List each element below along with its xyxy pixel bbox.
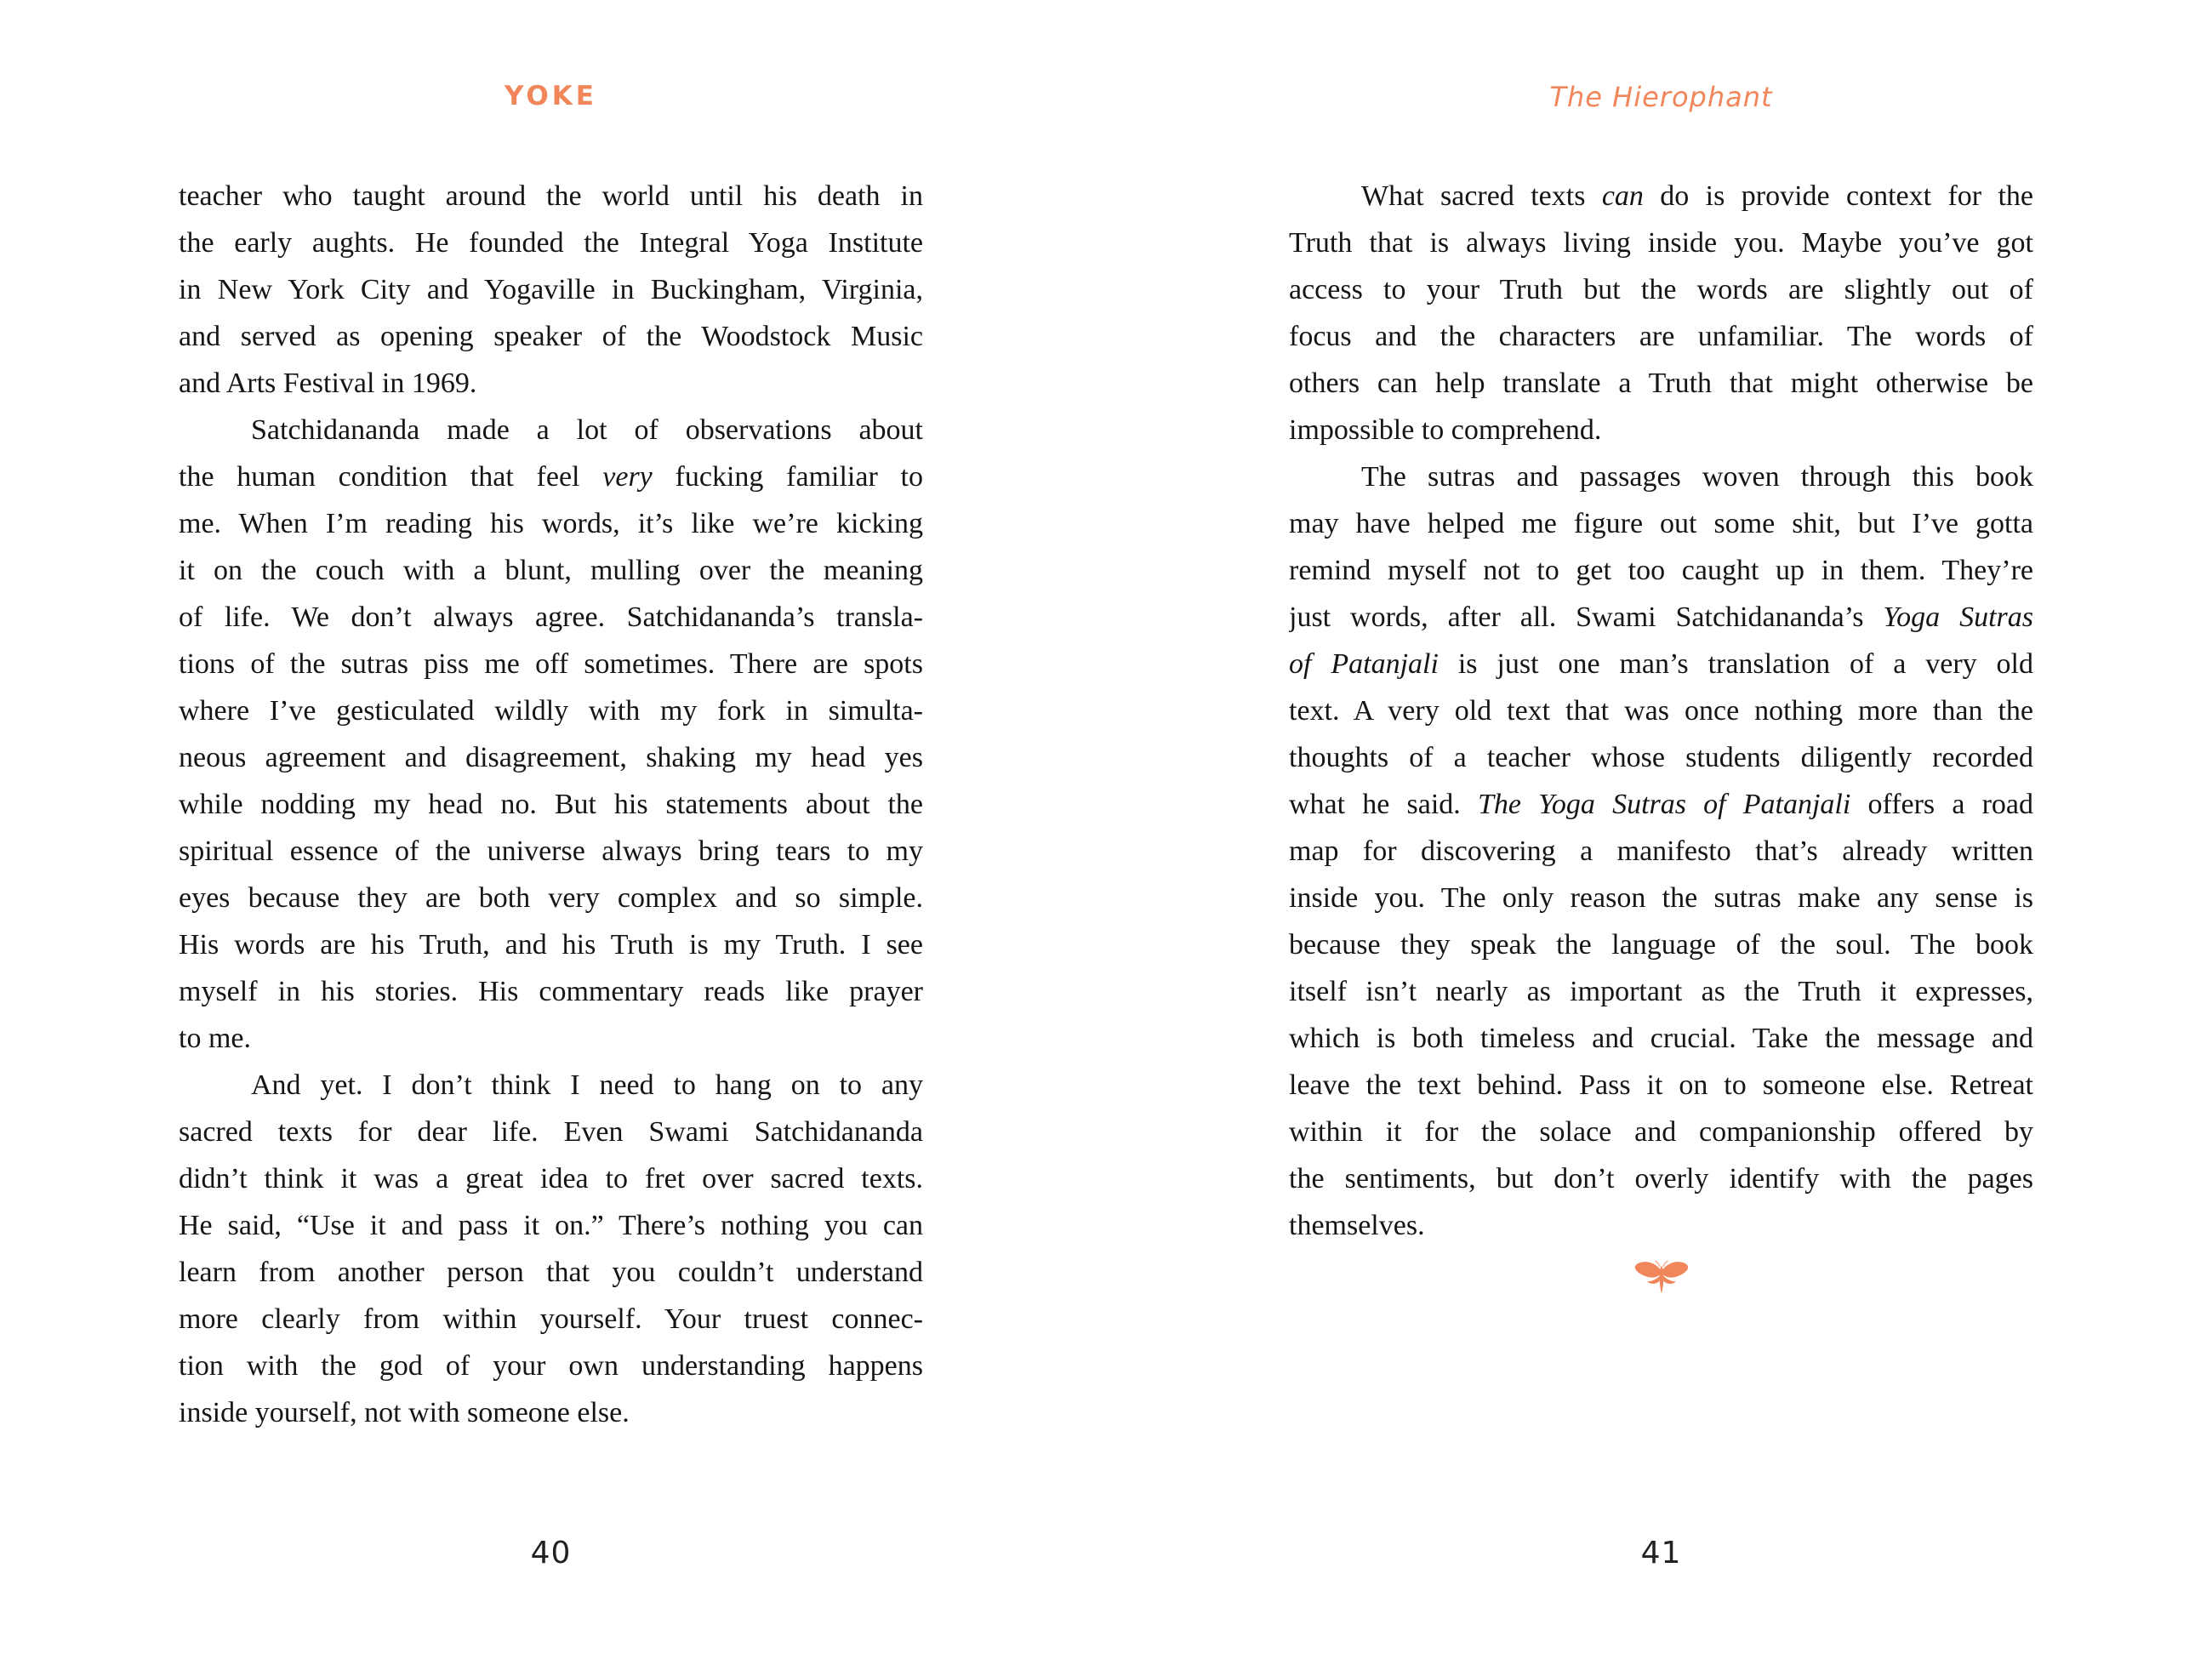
text: offers a road [1850,789,2033,820]
body-line [179,781,923,828]
text: map for discovering a manifesto that’s already written [1289,835,2033,867]
text: which is both timeless and crucial. Take the message and [1289,1023,2033,1054]
text: others can help translate a Truth that might otherwise be [1289,368,2033,399]
text: fucking familiar to [652,461,923,493]
text: spiritual essence of the universe always bring tears to my [179,835,923,867]
paragraph [179,1062,923,1436]
body-line [179,453,923,500]
text: and served as opening speaker of the Woodstock Music [179,321,923,352]
body-line [179,1249,923,1296]
body-line [1289,1015,2033,1062]
text: eyes because they are both very complex and so simple. [179,882,923,914]
paragraph [1289,453,2033,1249]
paragraph [1289,173,2033,453]
body-line [1289,407,2033,453]
text: neous agreement and disagreement, shaking my head yes [179,742,923,773]
text: inside you. The only reason the sutras make any sense is [1289,882,2033,914]
body-line [179,921,923,968]
text: may have helped me figure out some shit, but I’ve gotta [1289,508,2033,539]
text: He said, “Use it and pass it on.” There’s nothing you can [179,1210,923,1241]
body-line [1289,734,2033,781]
body-line [179,1109,923,1155]
body-line [1289,828,2033,875]
text: and Arts Festival in 1969. [179,368,477,399]
text: where I’ve gesticulated wildly with my fork in simulta- [179,695,923,727]
text: Satchidananda made a lot of observations about [251,414,923,446]
text: And yet. I don’t think I need to hang on to any [251,1069,923,1101]
text: What sacred texts [1361,180,1602,212]
body-line [1289,547,2033,594]
body-line [179,500,923,547]
text: leave the text behind. Pass it on to someone else. Retreat [1289,1069,2033,1101]
text: within it for the solace and companionship offered by [1289,1116,2033,1148]
text: just words, after all. Swami Satchidananda’s [1289,601,1884,633]
text: remind myself not to get too caught up in them. They’re [1289,555,2033,586]
text: because they speak the language of the soul. The book [1289,929,2033,961]
text: myself in his stories. His commentary reads like prayer [179,976,923,1007]
body-line [1289,453,2033,500]
text: impossible to comprehend. [1289,414,1602,446]
text: itself isn’t nearly as important as the Truth it expresses, [1289,976,2033,1007]
text: His words are his Truth, and his Truth is my Truth. I see [179,929,923,961]
body-line [179,313,923,360]
body-line [1289,500,2033,547]
italic-text: of Patanjali [1289,648,1439,680]
body-line [1289,1202,2033,1249]
text: teacher who taught around the world until his death in [179,180,923,212]
body-line [1289,266,2033,313]
running-head-chapter-title: The Hierophant [1549,81,1773,113]
italic-text: very [602,461,653,493]
body-line [179,594,923,641]
body-line [1289,360,2033,407]
body-line [1289,1062,2033,1109]
body-line [179,1202,923,1249]
page-number: 40 [530,1536,572,1571]
text: is just one man’s translation of a very old [1438,648,2033,680]
text: learn from another person that you couldn’t understand [179,1257,923,1288]
body-line [1289,1109,2033,1155]
body-line [179,1389,923,1436]
body-line [179,875,923,921]
right-page [1289,0,2033,1659]
text: didn’t think it was a great idea to fret over sacred texts. [179,1163,923,1194]
body-line [1289,219,2033,266]
body-line [179,687,923,734]
text: tions of the sutras piss me off sometimes. There are spots [179,648,923,680]
body-line [1289,968,2033,1015]
text: themselves. [1289,1210,1425,1241]
text: what he said. [1289,789,1478,820]
body-line [1289,173,2033,219]
body-line [179,641,923,687]
section-break-ornament [1289,1259,2033,1301]
text: the early aughts. He founded the Integral Yoga Institute [179,227,923,259]
text: access to your Truth but the words are slightly out of [1289,274,2033,305]
body-line [179,734,923,781]
body-line [179,828,923,875]
body-line [1289,921,2033,968]
text: text. A very old text that was once nothing more than the [1289,695,2033,727]
page-body [179,173,923,1436]
text: thoughts of a teacher whose students diligently recorded [1289,742,2033,773]
italic-text: Yoga Sutras [1883,601,2033,633]
body-line [1289,594,2033,641]
text: Truth that is always living inside you. Maybe you’ve got [1289,227,2033,259]
body-line [1289,687,2033,734]
body-line [179,968,923,1015]
text: of life. We don’t always agree. Satchidananda’s transla- [179,601,923,633]
italic-text: The Yoga Sutras of Patanjali [1477,789,1851,820]
body-line [1289,781,2033,828]
running-head-book-title: YOKE [505,81,597,111]
text: sacred texts for dear life. Even Swami Satchidananda [179,1116,923,1148]
text: do is provide context for the [1643,180,2033,212]
body-line [179,547,923,594]
body-line [179,219,923,266]
moth-icon [1633,1259,1690,1297]
left-page [179,0,923,1659]
text: in New York City and Yogaville in Buckingham, Virginia, [179,274,923,305]
body-line [179,360,923,407]
italic-text: can [1601,180,1644,212]
text: the sentiments, but don’t overly identify with the pages [1289,1163,2033,1194]
body-line [1289,641,2033,687]
text: more clearly from within yourself. Your truest connec- [179,1303,923,1335]
text: it on the couch with a blunt, mulling over the meaning [179,555,923,586]
page-number: 41 [1640,1536,1682,1571]
body-line [1289,1155,2033,1202]
body-line [179,1062,923,1109]
text: while nodding my head no. But his statements about the [179,789,923,820]
body-line [179,1155,923,1202]
text: The sutras and passages woven through this book [1361,461,2033,493]
body-line [179,173,923,219]
paragraph [179,407,923,1062]
text: focus and the characters are unfamiliar. The words of [1289,321,2033,352]
text: the human condition that feel [179,461,603,493]
text: to me. [179,1023,251,1054]
body-line [179,407,923,453]
body-line [179,1343,923,1389]
text: me. When I’m reading his words, it’s like we’re kicking [179,508,923,539]
text: inside yourself, not with someone else. [179,1397,630,1428]
paragraph [179,173,923,407]
body-line [179,266,923,313]
body-line [179,1296,923,1343]
body-line [179,1015,923,1062]
page-body [1289,173,2033,1249]
body-line [1289,875,2033,921]
body-line [1289,313,2033,360]
text: tion with the god of your own understanding happens [179,1350,923,1382]
